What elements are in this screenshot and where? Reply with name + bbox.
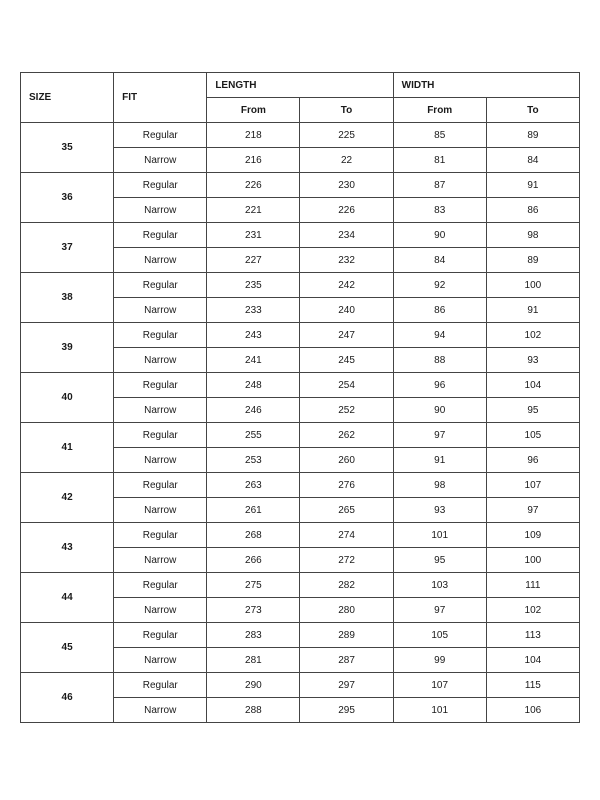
length-group-header: LENGTH [207,73,393,98]
fit-cell: Regular [114,523,207,548]
fit-cell: Regular [114,373,207,398]
length-to-cell: 265 [300,498,393,523]
size-cell: 42 [21,473,114,523]
length-from-cell: 233 [207,298,300,323]
size-cell: 38 [21,273,114,323]
size-cell: 41 [21,423,114,473]
width-group-header: WIDTH [393,73,579,98]
width-to-cell: 102 [486,598,579,623]
length-to-cell: 230 [300,173,393,198]
fit-cell: Narrow [114,648,207,673]
length-from-cell: 275 [207,573,300,598]
table-row [21,173,580,198]
fit-cell: Narrow [114,348,207,373]
length-to-cell: 247 [300,323,393,348]
length-to-cell: 272 [300,548,393,573]
length-to-cell: 262 [300,423,393,448]
width-to-cell: 100 [486,273,579,298]
width-to-cell: 102 [486,323,579,348]
width-from-cell: 107 [393,673,486,698]
table-body [21,123,580,723]
length-from-cell: 253 [207,448,300,473]
width-from-cell: 99 [393,648,486,673]
length-from-cell: 226 [207,173,300,198]
length-from-cell: 246 [207,398,300,423]
width-from-header: From [393,98,486,123]
width-from-cell: 83 [393,198,486,223]
size-column-header: SIZE [21,73,114,123]
fit-cell: Regular [114,273,207,298]
fit-cell: Regular [114,423,207,448]
length-to-cell: 245 [300,348,393,373]
fit-cell: Narrow [114,398,207,423]
width-to-cell: 93 [486,348,579,373]
fit-cell: Regular [114,173,207,198]
width-to-cell: 89 [486,248,579,273]
length-from-cell: 255 [207,423,300,448]
length-from-cell: 273 [207,598,300,623]
fit-cell: Regular [114,323,207,348]
table-row [21,123,580,148]
width-from-cell: 92 [393,273,486,298]
size-cell: 36 [21,173,114,223]
width-from-cell: 103 [393,573,486,598]
fit-column-header: FIT [114,73,207,123]
length-from-cell: 288 [207,698,300,723]
width-to-cell: 91 [486,298,579,323]
table-row [21,223,580,248]
length-from-cell: 263 [207,473,300,498]
width-to-cell: 107 [486,473,579,498]
table-row [21,473,580,498]
width-to-cell: 104 [486,648,579,673]
width-from-cell: 84 [393,248,486,273]
fit-cell: Regular [114,573,207,598]
size-cell: 44 [21,573,114,623]
width-from-cell: 90 [393,223,486,248]
width-from-cell: 90 [393,398,486,423]
width-to-cell: 86 [486,198,579,223]
length-from-cell: 227 [207,248,300,273]
table-row [21,623,580,648]
size-cell: 43 [21,523,114,573]
width-to-cell: 105 [486,423,579,448]
fit-cell: Regular [114,223,207,248]
table-row [21,323,580,348]
table-row [21,423,580,448]
length-from-cell: 243 [207,323,300,348]
width-to-cell: 96 [486,448,579,473]
length-to-cell: 280 [300,598,393,623]
width-from-cell: 93 [393,498,486,523]
length-to-cell: 297 [300,673,393,698]
length-to-cell: 225 [300,123,393,148]
width-to-cell: 89 [486,123,579,148]
table-row [21,523,580,548]
table-row [21,573,580,598]
length-to-cell: 282 [300,573,393,598]
width-from-cell: 95 [393,548,486,573]
table-row [21,273,580,298]
size-cell: 35 [21,123,114,173]
length-from-cell: 261 [207,498,300,523]
size-cell: 45 [21,623,114,673]
width-to-cell: 91 [486,173,579,198]
fit-cell: Narrow [114,498,207,523]
length-from-cell: 248 [207,373,300,398]
table-row [21,673,580,698]
length-from-cell: 241 [207,348,300,373]
width-from-cell: 91 [393,448,486,473]
width-to-cell: 113 [486,623,579,648]
width-to-cell: 97 [486,498,579,523]
length-to-cell: 260 [300,448,393,473]
length-to-cell: 234 [300,223,393,248]
size-cell: 46 [21,673,114,723]
width-to-cell: 104 [486,373,579,398]
length-to-cell: 289 [300,623,393,648]
length-to-cell: 287 [300,648,393,673]
length-from-cell: 221 [207,198,300,223]
width-from-cell: 81 [393,148,486,173]
fit-cell: Narrow [114,198,207,223]
width-from-cell: 87 [393,173,486,198]
length-from-cell: 268 [207,523,300,548]
width-from-cell: 101 [393,698,486,723]
width-to-cell: 98 [486,223,579,248]
width-to-cell: 111 [486,573,579,598]
length-from-cell: 266 [207,548,300,573]
fit-cell: Narrow [114,248,207,273]
fit-cell: Regular [114,473,207,498]
length-to-cell: 276 [300,473,393,498]
size-cell: 40 [21,373,114,423]
width-to-cell: 95 [486,398,579,423]
length-to-cell: 252 [300,398,393,423]
length-to-cell: 254 [300,373,393,398]
length-from-cell: 216 [207,148,300,173]
size-cell: 37 [21,223,114,273]
width-from-cell: 97 [393,423,486,448]
length-from-cell: 218 [207,123,300,148]
width-to-cell: 109 [486,523,579,548]
width-from-cell: 97 [393,598,486,623]
fit-cell: Narrow [114,298,207,323]
width-from-cell: 94 [393,323,486,348]
fit-cell: Regular [114,623,207,648]
length-to-cell: 274 [300,523,393,548]
fit-cell: Narrow [114,148,207,173]
header-row-top [21,73,580,98]
width-from-cell: 105 [393,623,486,648]
width-from-cell: 85 [393,123,486,148]
width-from-cell: 96 [393,373,486,398]
length-from-cell: 283 [207,623,300,648]
length-to-cell: 22 [300,148,393,173]
length-to-cell: 240 [300,298,393,323]
fit-cell: Regular [114,123,207,148]
length-to-cell: 226 [300,198,393,223]
table-header [21,73,580,123]
length-from-cell: 231 [207,223,300,248]
length-from-header: From [207,98,300,123]
width-to-cell: 100 [486,548,579,573]
width-to-header: To [486,98,579,123]
length-from-cell: 281 [207,648,300,673]
fit-cell: Regular [114,673,207,698]
width-from-cell: 86 [393,298,486,323]
fit-cell: Narrow [114,698,207,723]
size-chart-table [20,72,580,723]
length-to-cell: 242 [300,273,393,298]
length-to-cell: 232 [300,248,393,273]
width-to-cell: 84 [486,148,579,173]
length-to-cell: 295 [300,698,393,723]
length-from-cell: 235 [207,273,300,298]
width-from-cell: 98 [393,473,486,498]
fit-cell: Narrow [114,548,207,573]
width-to-cell: 106 [486,698,579,723]
size-cell: 39 [21,323,114,373]
width-from-cell: 101 [393,523,486,548]
length-to-header: To [300,98,393,123]
fit-cell: Narrow [114,598,207,623]
length-from-cell: 290 [207,673,300,698]
width-from-cell: 88 [393,348,486,373]
fit-cell: Narrow [114,448,207,473]
width-to-cell: 115 [486,673,579,698]
table-row [21,373,580,398]
